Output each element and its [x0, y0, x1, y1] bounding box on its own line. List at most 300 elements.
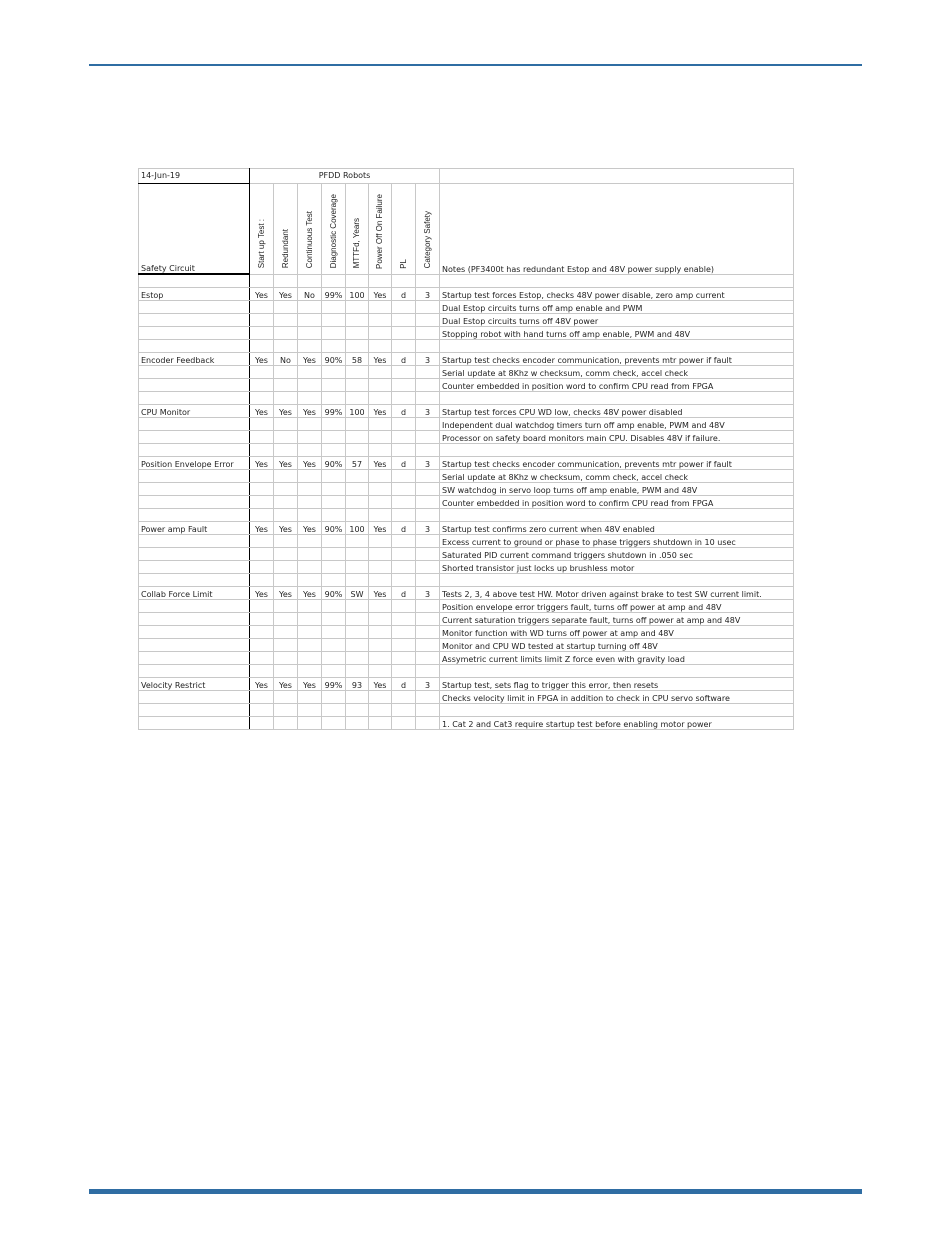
safety-circuit-name	[139, 600, 250, 613]
cell-mttfd	[346, 366, 369, 379]
cell-continuous	[298, 613, 322, 626]
cell-redundant	[274, 639, 298, 652]
cell-pl	[392, 379, 416, 392]
cell-cat	[416, 626, 440, 639]
safety-circuit-name	[139, 431, 250, 444]
cell-startup	[250, 314, 274, 327]
cell-cat	[416, 665, 440, 678]
cell-pl: d	[392, 522, 416, 535]
cell-note	[440, 509, 794, 522]
cell-power-off	[369, 626, 392, 639]
safety-circuit-name	[139, 418, 250, 431]
header-pl: PL	[398, 258, 408, 269]
cell-power-off	[369, 652, 392, 665]
cell-diag	[322, 574, 346, 587]
cell-startup	[250, 301, 274, 314]
cell-mttfd	[346, 496, 369, 509]
cell-continuous	[298, 327, 322, 340]
safety-circuit-name	[139, 366, 250, 379]
table-row	[139, 327, 794, 340]
cell-redundant	[274, 613, 298, 626]
cell-cat	[416, 535, 440, 548]
cell-redundant	[274, 652, 298, 665]
cell-startup	[250, 652, 274, 665]
cell-power-off: Yes	[369, 587, 392, 600]
cell-diag	[322, 717, 346, 730]
cell-cat: 3	[416, 405, 440, 418]
cell-cat	[416, 444, 440, 457]
cell-power-off	[369, 561, 392, 574]
cell-power-off	[369, 418, 392, 431]
cell-continuous	[298, 431, 322, 444]
cell-mttfd	[346, 613, 369, 626]
cell-note: Independent dual watchdog timers turn off amp enable, PWM and 48V	[440, 418, 794, 431]
cell-note: Startup test checks encoder communication, prevents mtr power if fault	[440, 457, 794, 470]
safety-circuit-name: Encoder Feedback	[139, 353, 250, 366]
cell-cat	[416, 418, 440, 431]
table-row	[139, 535, 794, 548]
cell-startup	[250, 535, 274, 548]
cell-note: Tests 2, 3, 4 above test HW. Motor driven against brake to test SW current limit.	[440, 587, 794, 600]
cell-continuous	[298, 366, 322, 379]
safety-circuit-name: CPU Monitor	[139, 405, 250, 418]
cell-startup	[250, 665, 274, 678]
cell-note	[440, 665, 794, 678]
cell-startup	[250, 626, 274, 639]
cell-note	[440, 444, 794, 457]
cell-mttfd	[346, 717, 369, 730]
cell-cat	[416, 717, 440, 730]
cell-diag	[322, 600, 346, 613]
safety-circuit-name	[139, 314, 250, 327]
cell-diag: 90%	[322, 353, 346, 366]
cell-redundant	[274, 496, 298, 509]
cell-diag: 99%	[322, 288, 346, 301]
cell-pl	[392, 613, 416, 626]
cell-startup	[250, 691, 274, 704]
cell-cat	[416, 548, 440, 561]
cell-redundant	[274, 366, 298, 379]
safety-circuit-name	[139, 548, 250, 561]
cell-diag	[322, 431, 346, 444]
cell-power-off	[369, 613, 392, 626]
cell-mttfd	[346, 574, 369, 587]
cell-redundant	[274, 600, 298, 613]
cell-continuous	[298, 418, 322, 431]
header-redundant: Redundant	[280, 229, 290, 269]
table-row	[139, 314, 794, 327]
cell-mttfd	[346, 314, 369, 327]
cell-diag	[322, 366, 346, 379]
cell-power-off: Yes	[369, 457, 392, 470]
cell-diag: 99%	[322, 405, 346, 418]
cell-note: Checks velocity limit in FPGA in addition to check in CPU servo software	[440, 691, 794, 704]
cell-power-off	[369, 639, 392, 652]
cell-cat	[416, 470, 440, 483]
cell-note: Dual Estop circuits turns off amp enable and PWM	[440, 301, 794, 314]
safety-circuit-name	[139, 327, 250, 340]
cell-redundant	[274, 340, 298, 353]
cell-note: Startup test confirms zero current when 48V enabled	[440, 522, 794, 535]
cell-redundant	[274, 509, 298, 522]
cell-redundant: Yes	[274, 522, 298, 535]
cell-pl	[392, 340, 416, 353]
cell-pl	[392, 366, 416, 379]
table-row	[139, 340, 794, 353]
cell-continuous	[298, 691, 322, 704]
cell-power-off: Yes	[369, 353, 392, 366]
cell-diag	[322, 274, 346, 288]
safety-circuit-name	[139, 704, 250, 717]
cell-diag	[322, 483, 346, 496]
page-header-rule	[89, 64, 862, 66]
cell-cat	[416, 691, 440, 704]
cell-continuous	[298, 379, 322, 392]
cell-cat	[416, 483, 440, 496]
cell-diag	[322, 379, 346, 392]
cell-redundant: Yes	[274, 288, 298, 301]
cell-startup: Yes	[250, 353, 274, 366]
table-row	[139, 691, 794, 704]
cell-startup	[250, 561, 274, 574]
table-row	[139, 626, 794, 639]
safety-circuit-name: Velocity Restrict	[139, 678, 250, 691]
cell-mttfd: SW	[346, 587, 369, 600]
cell-diag: 90%	[322, 457, 346, 470]
header-continuous-test: Continuous Test	[304, 211, 314, 269]
cell-cat	[416, 366, 440, 379]
cell-mttfd	[346, 340, 369, 353]
cell-power-off	[369, 392, 392, 405]
cell-redundant	[274, 470, 298, 483]
table-row	[139, 405, 794, 418]
cell-diag	[322, 665, 346, 678]
cell-redundant	[274, 314, 298, 327]
cell-power-off: Yes	[369, 288, 392, 301]
header-power-off-on-failure: Power Off On Failure	[375, 193, 384, 269]
cell-cat: 3	[416, 522, 440, 535]
cell-startup	[250, 379, 274, 392]
cell-pl: d	[392, 457, 416, 470]
cell-startup	[250, 418, 274, 431]
cell-note: Monitor and CPU WD tested at startup turning off 48V	[440, 639, 794, 652]
cell-pl	[392, 314, 416, 327]
cell-note: Startup test forces CPU WD low, checks 48V power disabled	[440, 405, 794, 418]
cell-cat	[416, 327, 440, 340]
cell-startup	[250, 574, 274, 587]
cell-note: Dual Estop circuits turns off 48V power	[440, 314, 794, 327]
cell-note: Stopping robot with hand turns off amp enable, PWM and 48V	[440, 327, 794, 340]
cell-pl	[392, 470, 416, 483]
cell-diag: 90%	[322, 587, 346, 600]
cell-mttfd	[346, 639, 369, 652]
cell-continuous	[298, 301, 322, 314]
cell-note: Saturated PID current command triggers shutdown in .050 sec	[440, 548, 794, 561]
cell-power-off	[369, 470, 392, 483]
cell-power-off	[369, 600, 392, 613]
cell-power-off	[369, 548, 392, 561]
cell-startup	[250, 548, 274, 561]
cell-pl	[392, 418, 416, 431]
cell-mttfd	[346, 444, 369, 457]
table-row	[139, 444, 794, 457]
cell-diag	[322, 639, 346, 652]
page-footer-rule	[89, 1189, 862, 1194]
cell-note: Current saturation triggers separate fault, turns off power at amp and 48V	[440, 613, 794, 626]
cell-cat	[416, 301, 440, 314]
cell-note: Counter embedded in position word to confirm CPU read from FPGA	[440, 379, 794, 392]
cell-pl	[392, 652, 416, 665]
cell-cat: 3	[416, 457, 440, 470]
cell-pl	[392, 717, 416, 730]
cell-pl: d	[392, 405, 416, 418]
table-row	[139, 587, 794, 600]
table-row	[139, 496, 794, 509]
cell-note: Counter embedded in position word to confirm CPU read from FPGA	[440, 496, 794, 509]
cell-continuous	[298, 600, 322, 613]
cell-redundant	[274, 327, 298, 340]
cell-power-off	[369, 483, 392, 496]
cell-startup	[250, 639, 274, 652]
cell-pl	[392, 665, 416, 678]
cell-diag	[322, 470, 346, 483]
cell-note: Position envelope error triggers fault, turns off power at amp and 48V	[440, 600, 794, 613]
cell-redundant	[274, 483, 298, 496]
table-row	[139, 600, 794, 613]
cell-continuous	[298, 639, 322, 652]
table-row	[139, 483, 794, 496]
cell-continuous: Yes	[298, 457, 322, 470]
cell-cat	[416, 496, 440, 509]
safety-circuit-name	[139, 274, 250, 288]
cell-continuous: Yes	[298, 405, 322, 418]
table-row	[139, 288, 794, 301]
cell-power-off: Yes	[369, 405, 392, 418]
cell-continuous: Yes	[298, 678, 322, 691]
cell-diag	[322, 613, 346, 626]
cell-pl	[392, 548, 416, 561]
cell-pl	[392, 483, 416, 496]
cell-power-off	[369, 327, 392, 340]
cell-pl: d	[392, 678, 416, 691]
cell-power-off	[369, 366, 392, 379]
cell-pl	[392, 509, 416, 522]
table-row	[139, 678, 794, 691]
cell-continuous: Yes	[298, 353, 322, 366]
cell-note: Serial update at 8Khz w checksum, comm check, accel check	[440, 366, 794, 379]
cell-note: Startup test checks encoder communication, prevents mtr power if fault	[440, 353, 794, 366]
cell-startup	[250, 444, 274, 457]
cell-redundant	[274, 392, 298, 405]
safety-circuit-name	[139, 392, 250, 405]
cell-cat	[416, 340, 440, 353]
cell-power-off	[369, 574, 392, 587]
header-category-safety: Category Safety	[422, 211, 432, 269]
cell-cat: 3	[416, 678, 440, 691]
safety-circuit-name	[139, 509, 250, 522]
cell-continuous	[298, 535, 322, 548]
table-row	[139, 353, 794, 366]
cell-startup: Yes	[250, 587, 274, 600]
cell-startup	[250, 613, 274, 626]
header-mttfd: MTTFd, Years	[352, 218, 361, 269]
cell-power-off	[369, 444, 392, 457]
cell-note	[440, 392, 794, 405]
cell-note: Processor on safety board monitors main CPU. Disables 48V if failure.	[440, 431, 794, 444]
cell-mttfd	[346, 418, 369, 431]
safety-circuit-name	[139, 574, 250, 587]
cell-startup: Yes	[250, 288, 274, 301]
cell-diag	[322, 496, 346, 509]
cell-continuous	[298, 665, 322, 678]
cell-diag	[322, 626, 346, 639]
cell-mttfd: 58	[346, 353, 369, 366]
cell-pl	[392, 392, 416, 405]
header-notes: Notes (PF3400t has redundant Estop and 48V power supply enable)	[440, 184, 794, 275]
cell-mttfd: 100	[346, 288, 369, 301]
cell-note: Shorted transistor just locks up brushless motor	[440, 561, 794, 574]
safety-circuit-name	[139, 470, 250, 483]
cell-startup: Yes	[250, 457, 274, 470]
cell-mttfd	[346, 561, 369, 574]
safety-circuit-name	[139, 626, 250, 639]
cell-mttfd	[346, 626, 369, 639]
cell-redundant: Yes	[274, 678, 298, 691]
table-row	[139, 392, 794, 405]
table-row	[139, 717, 794, 730]
cell-continuous	[298, 470, 322, 483]
cell-mttfd	[346, 691, 369, 704]
cell-continuous	[298, 444, 322, 457]
cell-mttfd	[346, 652, 369, 665]
header-diagnostic-coverage: Diagnostic Coverage	[328, 194, 338, 269]
cell-redundant	[274, 535, 298, 548]
cell-mttfd	[346, 600, 369, 613]
safety-circuit-name	[139, 444, 250, 457]
cell-diag	[322, 691, 346, 704]
cell-redundant	[274, 431, 298, 444]
cell-diag: 90%	[322, 522, 346, 535]
cell-pl: d	[392, 587, 416, 600]
cell-continuous	[298, 561, 322, 574]
cell-continuous	[298, 574, 322, 587]
cell-cat	[416, 704, 440, 717]
cell-startup	[250, 496, 274, 509]
cell-note: Startup test forces Estop, checks 48V power disable, zero amp current	[440, 288, 794, 301]
cell-continuous	[298, 652, 322, 665]
cell-continuous	[298, 340, 322, 353]
cell-power-off	[369, 379, 392, 392]
cell-mttfd	[346, 431, 369, 444]
cell-power-off	[369, 301, 392, 314]
cell-redundant	[274, 665, 298, 678]
table-row	[139, 366, 794, 379]
cell-mttfd	[346, 274, 369, 288]
cell-continuous	[298, 704, 322, 717]
cell-startup	[250, 327, 274, 340]
cell-pl: d	[392, 288, 416, 301]
safety-circuit-name: Position Envelope Error	[139, 457, 250, 470]
cell-redundant: Yes	[274, 457, 298, 470]
cell-cat	[416, 314, 440, 327]
cell-mttfd: 93	[346, 678, 369, 691]
cell-continuous	[298, 717, 322, 730]
cell-note: 1. Cat 2 and Cat3 require startup test before enabling motor power	[440, 717, 794, 730]
cell-note: Excess current to ground or phase to phase triggers shutdown in 10 usec	[440, 535, 794, 548]
safety-circuit-name	[139, 652, 250, 665]
header-safety-circuit: Safety Circuit	[139, 184, 250, 275]
cell-cat	[416, 574, 440, 587]
cell-continuous	[298, 496, 322, 509]
title-notes-blank	[440, 169, 794, 184]
cell-mttfd	[346, 704, 369, 717]
cell-mttfd	[346, 548, 369, 561]
cell-pl	[392, 704, 416, 717]
table-row	[139, 561, 794, 574]
cell-cat	[416, 509, 440, 522]
cell-pl	[392, 574, 416, 587]
safety-circuit-name: Collab Force Limit	[139, 587, 250, 600]
header-startup-test: Start up Test :	[256, 219, 266, 269]
cell-mttfd	[346, 301, 369, 314]
safety-circuit-name	[139, 691, 250, 704]
cell-pl	[392, 274, 416, 288]
cell-startup	[250, 366, 274, 379]
cell-pl	[392, 535, 416, 548]
cell-redundant	[274, 301, 298, 314]
cell-startup	[250, 392, 274, 405]
cell-power-off	[369, 314, 392, 327]
cell-cat: 3	[416, 288, 440, 301]
cell-power-off: Yes	[369, 522, 392, 535]
cell-power-off	[369, 274, 392, 288]
cell-startup	[250, 340, 274, 353]
cell-continuous	[298, 483, 322, 496]
cell-diag	[322, 509, 346, 522]
cell-redundant: Yes	[274, 587, 298, 600]
cell-mttfd	[346, 483, 369, 496]
safety-circuit-name	[139, 561, 250, 574]
cell-startup	[250, 470, 274, 483]
safety-circuit-name	[139, 665, 250, 678]
cell-redundant	[274, 418, 298, 431]
cell-redundant	[274, 561, 298, 574]
cell-power-off	[369, 509, 392, 522]
cell-continuous	[298, 314, 322, 327]
cell-pl	[392, 639, 416, 652]
cell-pl	[392, 691, 416, 704]
cell-startup	[250, 431, 274, 444]
cell-power-off	[369, 496, 392, 509]
cell-redundant	[274, 274, 298, 288]
cell-cat	[416, 613, 440, 626]
cell-diag: 99%	[322, 678, 346, 691]
safety-circuit-name	[139, 483, 250, 496]
cell-diag	[322, 548, 346, 561]
cell-startup	[250, 509, 274, 522]
cell-note: Assymetric current limits limit Z force even with gravity load	[440, 652, 794, 665]
cell-pl	[392, 496, 416, 509]
table-row	[139, 431, 794, 444]
cell-pl	[392, 327, 416, 340]
cell-note: Monitor function with WD turns off power at amp and 48V	[440, 626, 794, 639]
cell-startup	[250, 483, 274, 496]
cell-mttfd	[346, 509, 369, 522]
cell-cat	[416, 392, 440, 405]
cell-redundant	[274, 626, 298, 639]
cell-continuous	[298, 509, 322, 522]
cell-power-off	[369, 691, 392, 704]
